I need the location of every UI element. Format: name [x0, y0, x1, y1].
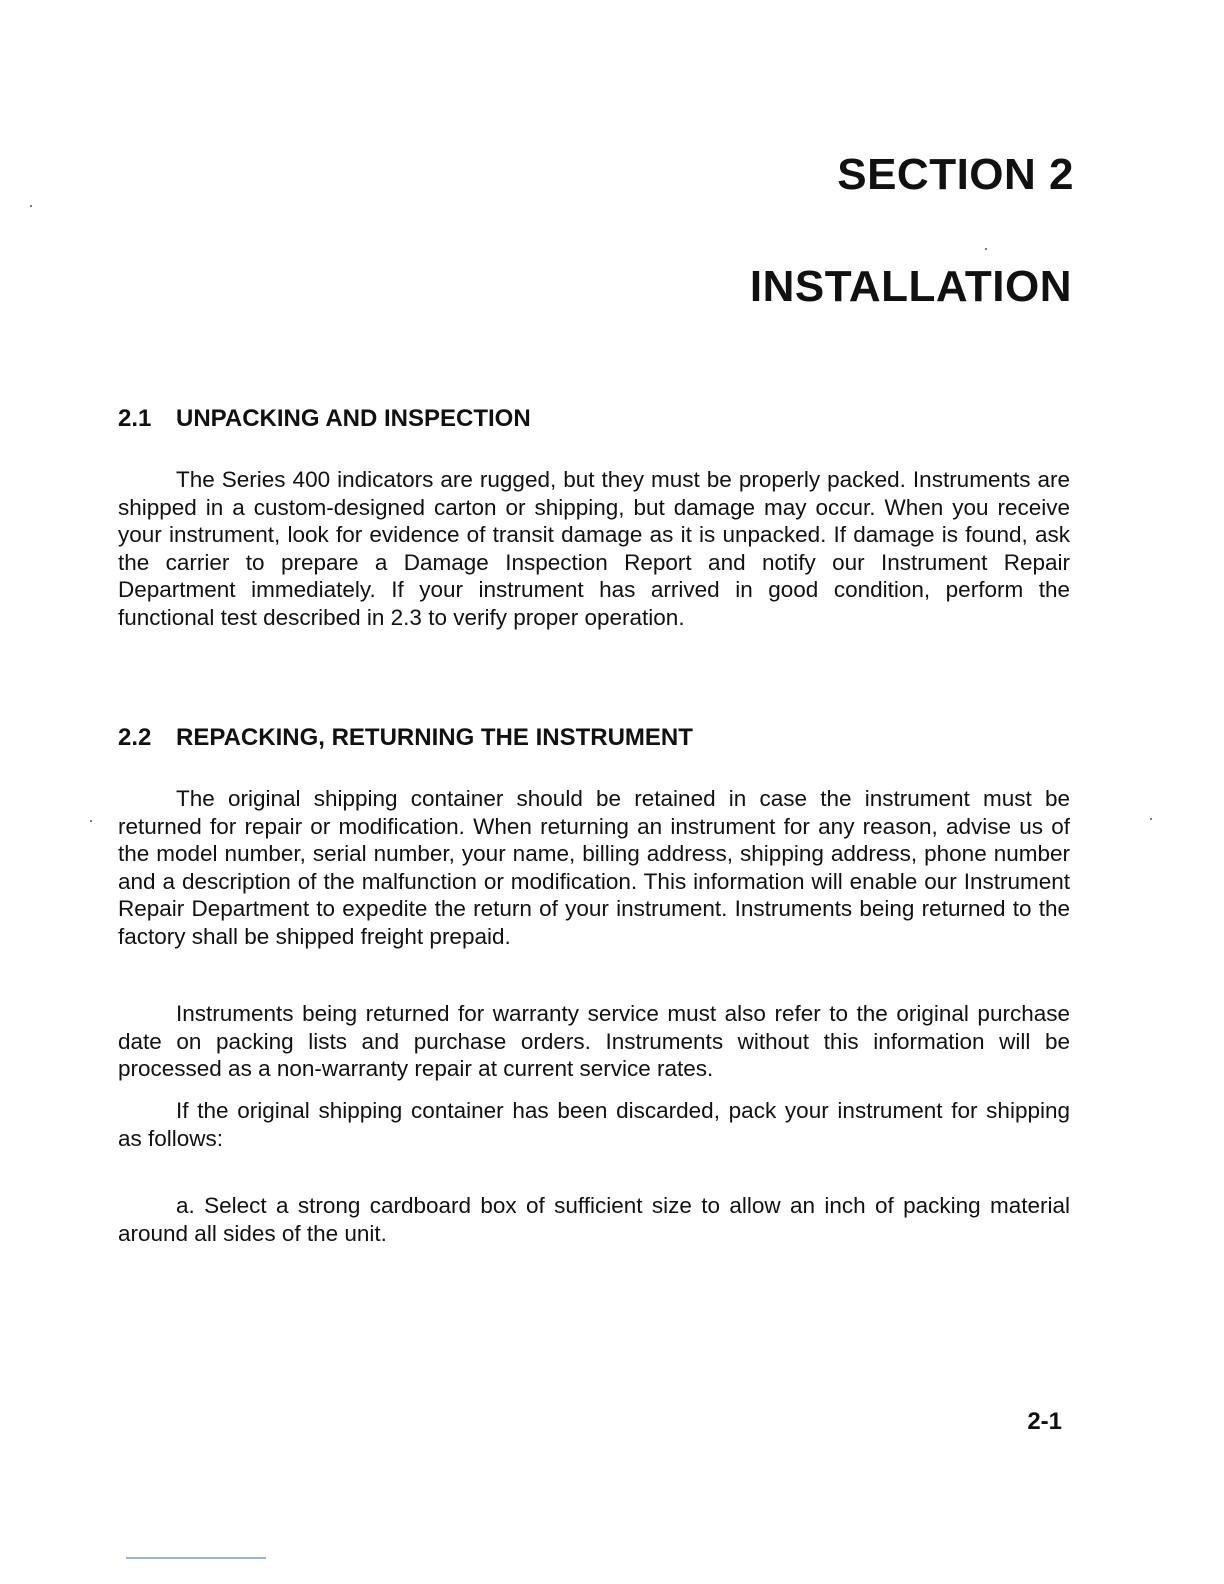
section-title: INSTALLATION	[749, 262, 1072, 311]
section-number: SECTION 2	[837, 150, 1074, 199]
heading-2-2-title: REPACKING, RETURNING THE INSTRUMENT	[176, 724, 693, 751]
scan-speck	[985, 248, 987, 250]
page-number: 2-1	[1027, 1408, 1062, 1435]
scan-speck	[1150, 818, 1152, 820]
footer-rule	[126, 1557, 266, 1559]
paragraph-discarded: If the original shipping container has been discarded, pack your instrument for shipping as follows:	[118, 1098, 1070, 1151]
heading-2-1	[118, 405, 531, 433]
heading-2-1-title: UNPACKING AND INSPECTION	[176, 405, 531, 432]
heading-2-2-number: 2.2	[118, 724, 152, 751]
paragraph-repacking: The original shipping container should be retained in case the instrument must be returned for repair or modification. When returning an instrument for any reason, advise us of the model number, serial number, your name, billing address, shipping address, phone number and a description of the malfunction or modification. This information will enable our Instrument Repair Department to expedite the return of your instrument. Instruments being returned to the factory shall be shipped freight prepaid.	[118, 786, 1070, 949]
heading-2-2	[118, 724, 693, 752]
scan-speck	[90, 820, 92, 822]
heading-2-1-number: 2.1	[118, 405, 152, 432]
scan-speck	[30, 205, 32, 207]
paragraph-warranty: Instruments being returned for warranty service must also refer to the original purchase date on packing lists and purchase orders. Instruments without this information will be processed as a non-warranty repair at current service rates.	[118, 1001, 1070, 1081]
paragraph-unpacking: The Series 400 indicators are rugged, but they must be properly packed. Instruments are shipped in a custom-designed carton or shipping, but damage may occur. When you receive your instrument, look for evidence of transit damage as it is unpacked. If damage is found, ask the carrier to prepare a Damage Inspection Report and notify our Instrument Repair Department immediately. If your instrument has arrived in good condition, perform the functional test described in 2.3 to verify proper operation.	[118, 467, 1070, 630]
paragraph-step-a: a. Select a strong cardboard box of sufficient size to allow an inch of packing material around all sides of the unit.	[118, 1193, 1070, 1246]
